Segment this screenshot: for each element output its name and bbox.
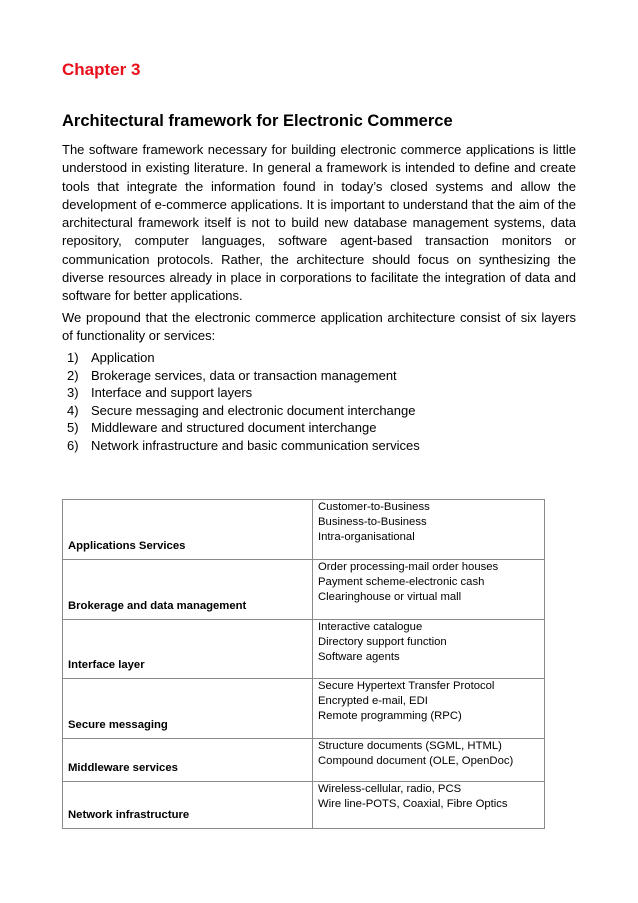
services-cell	[313, 739, 545, 782]
list-text: Application	[91, 350, 155, 365]
layers-list	[67, 349, 420, 454]
service-item: Clearinghouse or virtual mall	[318, 591, 462, 604]
service-item: Payment scheme-electronic cash	[318, 576, 485, 589]
list-text: Interface and support layers	[91, 385, 253, 400]
intro-paragraph: The software framework necessary for building electronic commerce applications is little understood in existing literature. In general a framework is intended to define and create tools that integrate the information found in today’s closed systems and allow the development of e-commerce applications. It is important to understand that the aim of the architectural framework itself is not to build new database management systems, data repository, computer languages, software agent-based transaction monitors or communication protocols. Rather, the architecture should focus on synthesizing the diverse resources already in place in corporations to facilitate the integration of data and software for better applications.	[62, 142, 576, 304]
list-number: 1)	[67, 350, 79, 365]
list-item	[67, 367, 420, 385]
service-item: Encrypted e-mail, EDI	[318, 695, 428, 708]
list-number: 2)	[67, 367, 79, 383]
service-item: Customer-to-Business	[318, 501, 430, 513]
service-item: Wireless-cellular, radio, PCS	[318, 783, 462, 795]
service-item: Structure documents (SGML, HTML)	[318, 740, 502, 752]
table-row	[63, 679, 545, 739]
list-item	[67, 419, 420, 437]
table-row	[63, 739, 545, 782]
services-cell	[313, 782, 545, 829]
service-item: Compound document (OLE, OpenDoc)	[318, 755, 514, 768]
chapter-heading: Chapter 3	[62, 60, 141, 79]
list-number: 6)	[67, 437, 79, 453]
services-cell	[313, 560, 545, 620]
services-cell	[313, 679, 545, 739]
section-title: Architectural framework for Electronic Commerce	[62, 112, 453, 130]
list-text: Network infrastructure and basic communication services	[91, 437, 420, 453]
services-cell	[313, 620, 545, 679]
layer-name-cell: Network infrastructure	[63, 782, 313, 829]
service-item: Software agents	[318, 651, 400, 664]
layer-name-cell: Applications Services	[63, 500, 313, 560]
list-number: 4)	[67, 402, 79, 418]
service-item: Interactive catalogue	[318, 621, 423, 633]
list-text: Secure messaging and electronic document interchange	[91, 402, 416, 418]
service-item: Remote programming (RPC)	[318, 710, 462, 723]
architecture-table	[62, 499, 545, 829]
service-item: Secure Hypertext Transfer Protocol	[318, 680, 495, 692]
service-item: Business-to-Business	[318, 516, 427, 529]
list-item	[67, 384, 420, 402]
layer-name-cell: Brokerage and data management	[63, 560, 313, 620]
list-text: Brokerage services, data or transaction management	[91, 367, 397, 383]
list-item	[67, 402, 420, 420]
list-text: Middleware and structured document interchange	[91, 420, 377, 435]
table-row	[63, 620, 545, 679]
table-row	[63, 560, 545, 620]
table-row	[63, 782, 545, 829]
list-item	[67, 349, 420, 367]
layers-intro-paragraph: We propound that the electronic commerce application architecture consist of six layers of functionality or services:	[62, 310, 576, 344]
service-item: Directory support function	[318, 636, 447, 649]
layer-name-cell: Interface layer	[63, 620, 313, 679]
service-item: Order processing-mail order houses	[318, 561, 499, 573]
service-item: Wire line-POTS, Coaxial, Fibre Optics	[318, 798, 508, 811]
layer-name-cell: Secure messaging	[63, 679, 313, 739]
table-row	[63, 500, 545, 560]
list-number: 5)	[67, 420, 79, 435]
list-number: 3)	[67, 385, 79, 400]
service-item: Intra-organisational	[318, 531, 415, 544]
layer-name-cell: Middleware services	[63, 739, 313, 782]
list-item	[67, 437, 420, 455]
services-cell	[313, 500, 545, 560]
